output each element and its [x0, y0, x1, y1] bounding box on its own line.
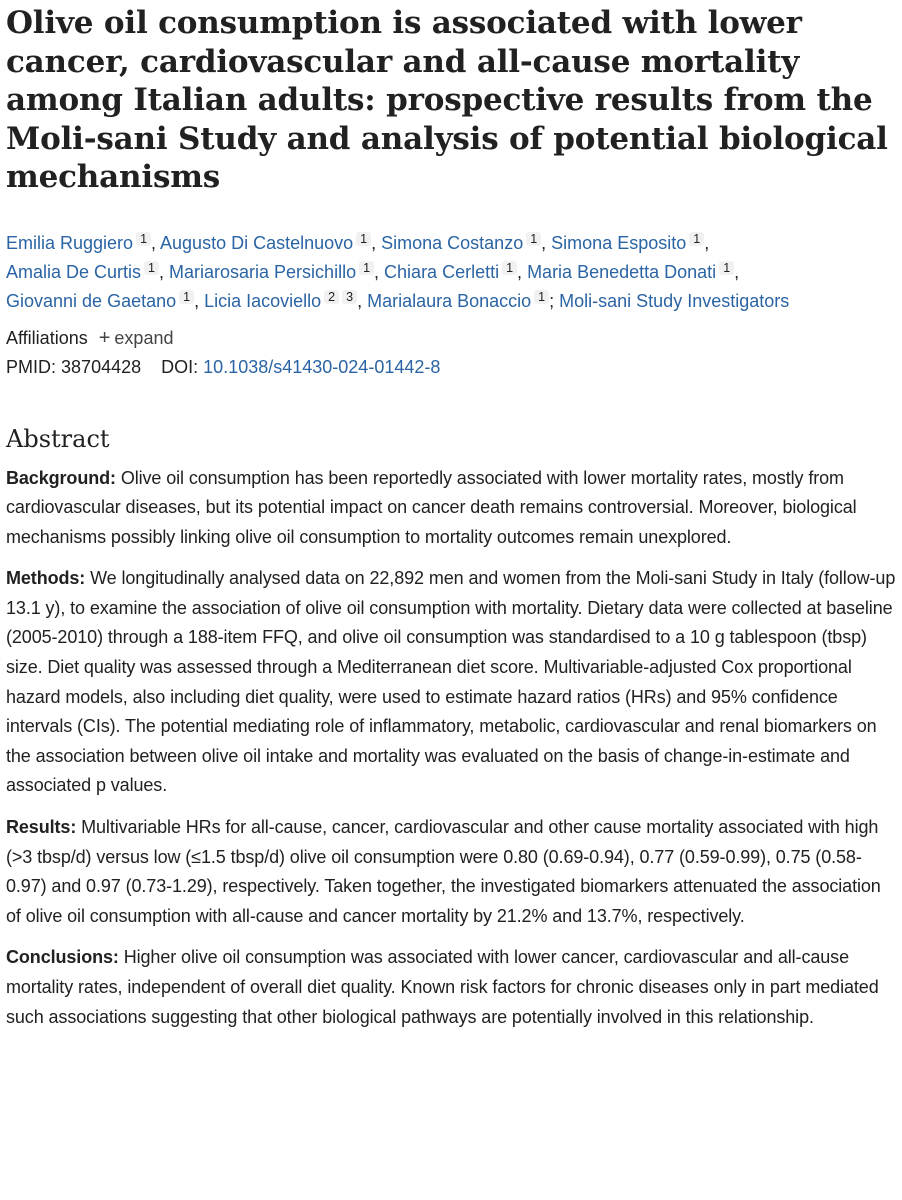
background-text: Olive oil consumption has been reportedly associated with lower mortality rates, mostly from cardiovascular diseases, but its potential impact on cancer death remains controversial. Moreover, biological mechanisms possibly linking olive oil consumption to mortality outcomes remain unexplored. — [6, 467, 857, 547]
author-link[interactable]: Augusto Di Castelnuovo — [160, 232, 354, 253]
author-link[interactable]: Simona Costanzo — [381, 232, 524, 253]
abstract-background — [6, 464, 896, 553]
author-link[interactable]: Marialaura Bonaccio — [367, 290, 532, 311]
author-link[interactable]: Giovanni de Gaetano — [6, 290, 177, 311]
pmid-label: PMID: — [6, 356, 57, 377]
affiliations-expand-toggle[interactable] — [99, 328, 174, 348]
affiliation-number[interactable]: 1 — [356, 232, 371, 246]
methods-text: We longitudinally analysed data on 22,892 men and women from the Moli-sani Study in Italy (follow-up 13.1 y), to examine the association of olive oil consumption with mortality. Dietary data were collected at baseline (2005-2010) through a 188-item FFQ, and olive oil consumption was standardised to a 10 g tablespoon (tbsp) size. Diet quality was assessed through a Mediterranean diet score. Multivariable-adjusted Cox proportional hazard models, also including diet quality, were used to estimate hazard ratios (HRs) and 95% confidence intervals (CIs). The potential mediating role of inflammatory, metabolic, cardiovascular and renal biomarkers on the association between olive oil intake and mortality was evaluated on the basis of change-in-estimate and associated p values. — [6, 568, 896, 796]
abstract-conclusions — [6, 943, 896, 1032]
article-meta — [6, 324, 896, 382]
author-link[interactable]: Amalia De Curtis — [6, 261, 142, 282]
methods-label: Methods: — [6, 568, 86, 589]
group-author-link[interactable]: Moli-sani Study Investigators — [559, 290, 790, 311]
affiliation-number[interactable]: 1 — [136, 232, 151, 246]
affiliation-number[interactable]: 3 — [342, 290, 357, 304]
author-link[interactable]: Emilia Ruggiero — [6, 232, 134, 253]
affiliation-number[interactable]: 2 — [324, 290, 339, 304]
author-list: Emilia Ruggiero 1 , Augusto Di Castelnuovo 1 , Simona Costanzo 1 , Simona Esposito 1 , Amalia De Curtis 1 , Mariarosaria Persichillo 1 , Chiara Cerletti 1 , Maria Benedetta Donati 1 , Giovanni de Gaetano 1 , Licia Iacoviello 2 3 , Marialaura Bonaccio 1 ; Moli-sani Study Investigators — [6, 231, 790, 311]
conclusions-text: Higher olive oil consumption was associated with lower cancer, cardiovascular and all-cause mortality rates, independent of overall diet quality. Known risk factors for chronic diseases only in part mediated such associations suggesting that other biological pathways are potentially involved in this relationship. — [6, 947, 879, 1027]
abstract-heading: Abstract — [6, 424, 110, 453]
affiliation-number[interactable]: 1 — [689, 232, 704, 246]
article-page — [6, 0, 896, 1044]
abstract-methods — [6, 564, 896, 801]
affiliation-number[interactable]: 1 — [534, 290, 549, 304]
affiliations-row — [6, 324, 896, 353]
pmid-value: 38704428 — [61, 356, 142, 377]
author-link[interactable]: Simona Esposito — [551, 232, 687, 253]
abstract-results — [6, 813, 896, 931]
affiliations-label: Affiliations — [6, 327, 88, 348]
affiliation-number[interactable]: 1 — [502, 261, 517, 275]
affiliation-number[interactable]: 1 — [144, 261, 159, 275]
plus-icon: + — [98, 326, 111, 349]
results-label: Results: — [6, 817, 77, 838]
doi-label: DOI: — [161, 356, 199, 377]
affiliation-number[interactable]: 1 — [179, 290, 194, 304]
affiliation-number[interactable]: 1 — [526, 232, 541, 246]
author-link[interactable]: Chiara Cerletti — [384, 261, 500, 282]
article-title: Olive oil consumption is associated with lower cancer, cardiovascular and all-cause mortality among Italian adults: prospective results from the Moli-sani Study and analysis of potential biological mechanisms — [6, 5, 888, 195]
affiliation-number[interactable]: 1 — [719, 261, 734, 275]
conclusions-label: Conclusions: — [6, 947, 119, 968]
expand-label: expand — [114, 327, 174, 348]
results-text: Multivariable HRs for all-cause, cancer, cardiovascular and other cause mortality associated with high (>3 tbsp/d) versus low (≤1.5 tbsp/d) olive oil consumption were 0.80 (0.69-0.94), 0.77 (0.59-0.99), 0.75 (0.58-0.97) and 0.97 (0.73-1.29), respectively. Taken together, the investigated biomarkers attenuated the association of olive oil consumption with all-cause and cancer mortality by 21.2% and 13.7%, respectively. — [6, 817, 881, 926]
author-link[interactable]: Mariarosaria Persichillo — [169, 261, 357, 282]
doi-link[interactable]: 10.1038/s41430-024-01442-8 — [203, 356, 441, 377]
identifiers-row — [6, 353, 896, 382]
affiliation-number[interactable]: 1 — [359, 261, 374, 275]
background-label: Background: — [6, 467, 116, 488]
author-link[interactable]: Licia Iacoviello — [204, 290, 322, 311]
author-link[interactable]: Maria Benedetta Donati — [527, 261, 717, 282]
